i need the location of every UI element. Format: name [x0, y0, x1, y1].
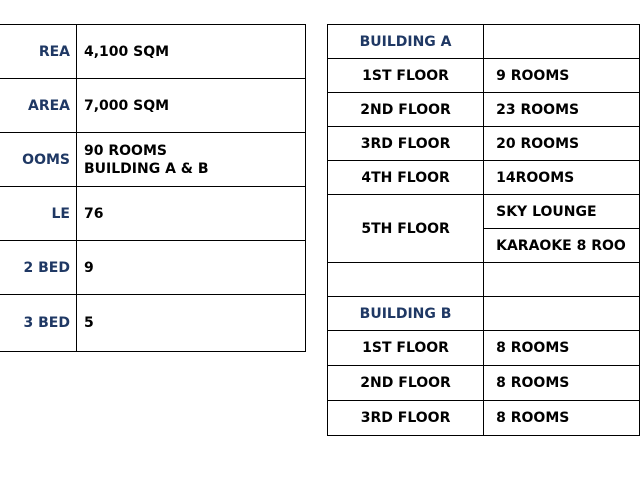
floor-label: 1ST FLOOR — [328, 59, 484, 93]
floor-label: 2ND FLOOR — [328, 93, 484, 127]
table-row — [0, 295, 306, 352]
row-label: LE — [0, 187, 77, 241]
row-value: 9 — [77, 241, 306, 295]
row-value: 4,100 SQM — [77, 25, 306, 79]
table-row — [328, 127, 640, 161]
floor-label: 2ND FLOOR — [328, 366, 484, 401]
floor-value: 8 ROOMS — [484, 366, 640, 401]
table-row — [328, 331, 640, 366]
floor-value: 14ROOMS — [484, 161, 640, 195]
building-b-header-row — [328, 297, 640, 331]
floor-label: 4TH FLOOR — [328, 161, 484, 195]
empty-cell — [484, 25, 640, 59]
floor-breakdown-table — [327, 24, 640, 436]
floor-value: SKY LOUNGE — [484, 195, 640, 229]
row-label: REA — [0, 25, 77, 79]
building-a-header: BUILDING A — [328, 25, 484, 59]
table-row — [328, 366, 640, 401]
floor-value: 9 ROOMS — [484, 59, 640, 93]
empty-cell — [328, 263, 484, 297]
empty-cell — [484, 263, 640, 297]
table-row — [328, 401, 640, 436]
table-row — [0, 187, 306, 241]
value-line: BUILDING A & B — [84, 160, 209, 177]
table-row — [328, 161, 640, 195]
floor-value: 8 ROOMS — [484, 331, 640, 366]
row-label: AREA — [0, 79, 77, 133]
floor-value: KARAOKE 8 ROO — [484, 229, 640, 263]
empty-cell — [484, 297, 640, 331]
floor-value: 20 ROOMS — [484, 127, 640, 161]
row-label: OOMS — [0, 133, 77, 187]
table-row — [328, 93, 640, 127]
floor-label: 5TH FLOOR — [328, 195, 484, 263]
floor-label: 3RD FLOOR — [328, 127, 484, 161]
row-value: 76 — [77, 187, 306, 241]
floor-label: 1ST FLOOR — [328, 331, 484, 366]
table-row — [328, 195, 640, 229]
table-row — [0, 25, 306, 79]
table-row — [0, 241, 306, 295]
floor-value: 8 ROOMS — [484, 401, 640, 436]
floor-label: 3RD FLOOR — [328, 401, 484, 436]
table-row — [0, 79, 306, 133]
floor-value: 23 ROOMS — [484, 93, 640, 127]
row-label: 3 BED — [0, 295, 77, 352]
table-row — [328, 59, 640, 93]
value-line: 90 ROOMS — [84, 142, 167, 159]
property-summary-table — [0, 24, 306, 352]
building-a-header-row — [328, 25, 640, 59]
building-b-header: BUILDING B — [328, 297, 484, 331]
table-row — [0, 133, 306, 187]
row-value: 7,000 SQM — [77, 79, 306, 133]
row-value: 5 — [77, 295, 306, 352]
row-value — [77, 133, 306, 187]
spacer-row — [328, 263, 640, 297]
row-label: 2 BED — [0, 241, 77, 295]
